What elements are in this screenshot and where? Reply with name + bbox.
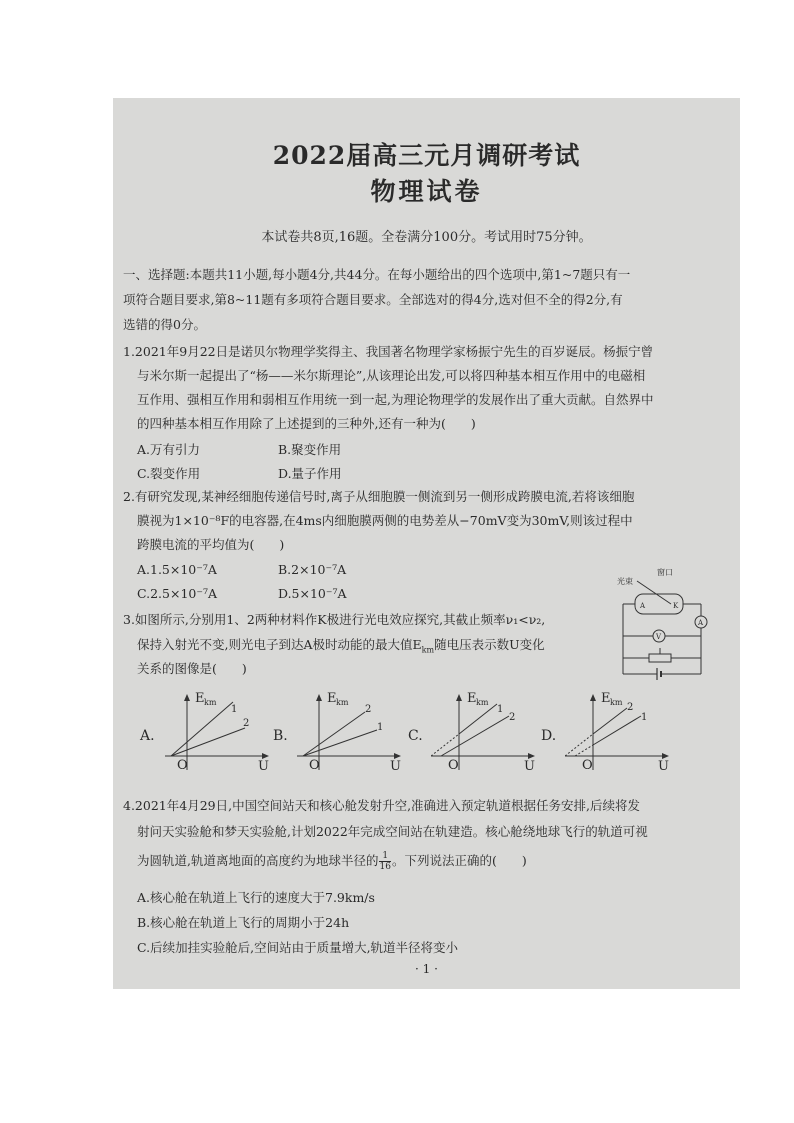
question-4-text: 为圆轨道,轨道离地面的高度约为地球半径的 — [137, 853, 379, 868]
ammeter-label: A — [698, 619, 704, 627]
question-3-line — [137, 637, 545, 659]
line-2-label: 2 — [509, 712, 516, 723]
question-4-line: 4.2021年4月29日,中国空间站天和核心舱发射升空,准确进入预定轨道根据任务安排,后续将发 — [123, 798, 641, 813]
ekm-subscript: km — [421, 645, 435, 655]
graph-d-letter: D. — [541, 728, 557, 744]
question-2-option-a: A.1.5×10⁻⁷A — [137, 562, 217, 577]
exam-title: 2022届高三元月调研考试 — [272, 141, 581, 170]
question-3-text: 保持入射光不变,则光电子到达A极时动能的最大值E — [137, 637, 422, 652]
question-1-line: 互作用、强相互作用和弱相互作用统一到一起,为理论物理学的发展作出了重大贡献。自然界中 — [137, 392, 654, 407]
axis-y-subscript: km — [336, 698, 349, 707]
light-beam — [637, 581, 671, 604]
question-2-option-b: B.2×10⁻⁷A — [278, 562, 347, 577]
fraction-denominator: 16 — [379, 862, 391, 872]
graph-a-letter: A. — [140, 728, 155, 744]
axis-y-label: E — [327, 691, 337, 706]
axis-y-label: E — [601, 691, 611, 706]
question-1-line: 与米尔斯一起提出了“杨——米尔斯理论”,从该理论出发,可以将四种基本相互作用中的电磁相 — [137, 368, 646, 383]
line-1-label: 1 — [231, 704, 238, 715]
line-1-label: 1 — [497, 704, 504, 715]
question-1-option-c: C.裂变作用 — [137, 466, 201, 481]
question-2-option-d: D.5×10⁻⁷A — [278, 586, 347, 601]
origin-label: O — [448, 758, 459, 773]
fraction — [379, 851, 390, 872]
question-1-line: 1.2021年9月22日是诺贝尔物理学奖得主、我国著名物理学家杨振宁先生的百岁诞辰。杨振宁曾 — [123, 344, 654, 359]
window-label: 窗口 — [657, 568, 673, 577]
question-1-line: 的四种基本相互作用除了上述提到的三种外,还有一种为( ) — [137, 416, 476, 431]
voltmeter-label: V — [656, 633, 662, 641]
question-4-text: 。下列说法正确的( ) — [391, 853, 527, 868]
graph-d — [565, 690, 675, 780]
graph-a — [165, 690, 275, 780]
graph-b-letter: B. — [273, 728, 288, 744]
exam-paper — [113, 98, 740, 989]
electrode-a-label: A — [640, 602, 646, 610]
question-4-line — [137, 851, 527, 872]
question-2-line: 2.有研究发现,某神经细胞传递信号时,离子从细胞膜一侧流到另一侧形成跨膜电流,若将该细胞 — [123, 489, 635, 504]
rheostat-icon — [649, 654, 671, 662]
section-instructions-line: 一、选择题:本题共11小题,每小题4分,共44分。在每小题给出的四个选项中,第1~7题只有一 — [123, 267, 631, 282]
question-1-option-a: A.万有引力 — [137, 442, 201, 457]
line-1-label: 1 — [377, 722, 384, 733]
axis-y-subscript: km — [610, 698, 623, 707]
line-2-label: 2 — [365, 704, 372, 715]
axis-x-label: U — [258, 759, 269, 774]
question-4-line: 射问天实验舱和梦天实验舱,计划2022年完成空间站在轨建造。核心舱绕地球飞行的轨道可视 — [137, 824, 648, 839]
question-4-option-a: A.核心舱在轨道上飞行的速度大于7.9km/s — [137, 890, 375, 905]
line-1-label: 1 — [641, 712, 648, 723]
exam-info: 本试卷共8页,16题。全卷满分100分。考试用时75分钟。 — [261, 230, 592, 245]
origin-label: O — [582, 758, 593, 773]
graph-b — [297, 690, 407, 780]
axis-y-label: E — [467, 691, 477, 706]
page-number: · 1 · — [415, 962, 438, 976]
section-instructions-line: 项符合题目要求,第8~11题有多项符合题目要求。全部选对的得4分,选对但不全的得2分,有 — [123, 292, 623, 307]
question-4-option-b: B.核心舱在轨道上飞行的周期小于24h — [137, 915, 350, 930]
line-2-label: 2 — [243, 718, 250, 729]
axis-x-label: U — [658, 759, 669, 774]
question-4-option-c: C.后续加挂实验舱后,空间站由于质量增大,轨道半径将变小 — [137, 940, 459, 955]
origin-label: O — [177, 758, 188, 773]
section-instructions-line: 选错的得0分。 — [123, 317, 206, 332]
line-2-label: 2 — [627, 702, 634, 713]
graph-c — [431, 690, 541, 780]
axis-x-label: U — [524, 759, 535, 774]
origin-label: O — [309, 758, 320, 773]
axis-y-label: E — [195, 691, 205, 706]
electrode-k-label: K — [673, 602, 679, 610]
photoelectric-circuit-diagram — [613, 566, 713, 686]
question-3-text: 随电压表示数U变化 — [434, 637, 545, 652]
exam-subject: 物理试卷 — [370, 177, 483, 206]
light-beam-label: 光束 — [617, 577, 633, 586]
question-2-line: 跨膜电流的平均值为( ) — [137, 537, 285, 552]
graph-c-letter: C. — [408, 728, 423, 744]
axis-x-label: U — [390, 759, 401, 774]
question-3-line: 关系的图像是( ) — [137, 661, 247, 676]
axis-y-subscript: km — [476, 698, 489, 707]
question-2-option-c: C.2.5×10⁻⁷A — [137, 586, 217, 601]
question-1-option-d: D.量子作用 — [278, 466, 342, 481]
question-1-option-b: B.聚变作用 — [278, 442, 342, 457]
question-2-line: 膜视为1×10⁻⁸F的电容器,在4ms内细胞膜两侧的电势差从−70mV变为30mV,则该过程中 — [137, 513, 633, 528]
axis-y-subscript: km — [204, 698, 217, 707]
question-3-line: 3.如图所示,分别用1、2两种材料作K极进行光电效应探究,其截止频率ν₁<ν₂, — [123, 612, 546, 627]
fraction-numerator: 1 — [379, 851, 390, 862]
